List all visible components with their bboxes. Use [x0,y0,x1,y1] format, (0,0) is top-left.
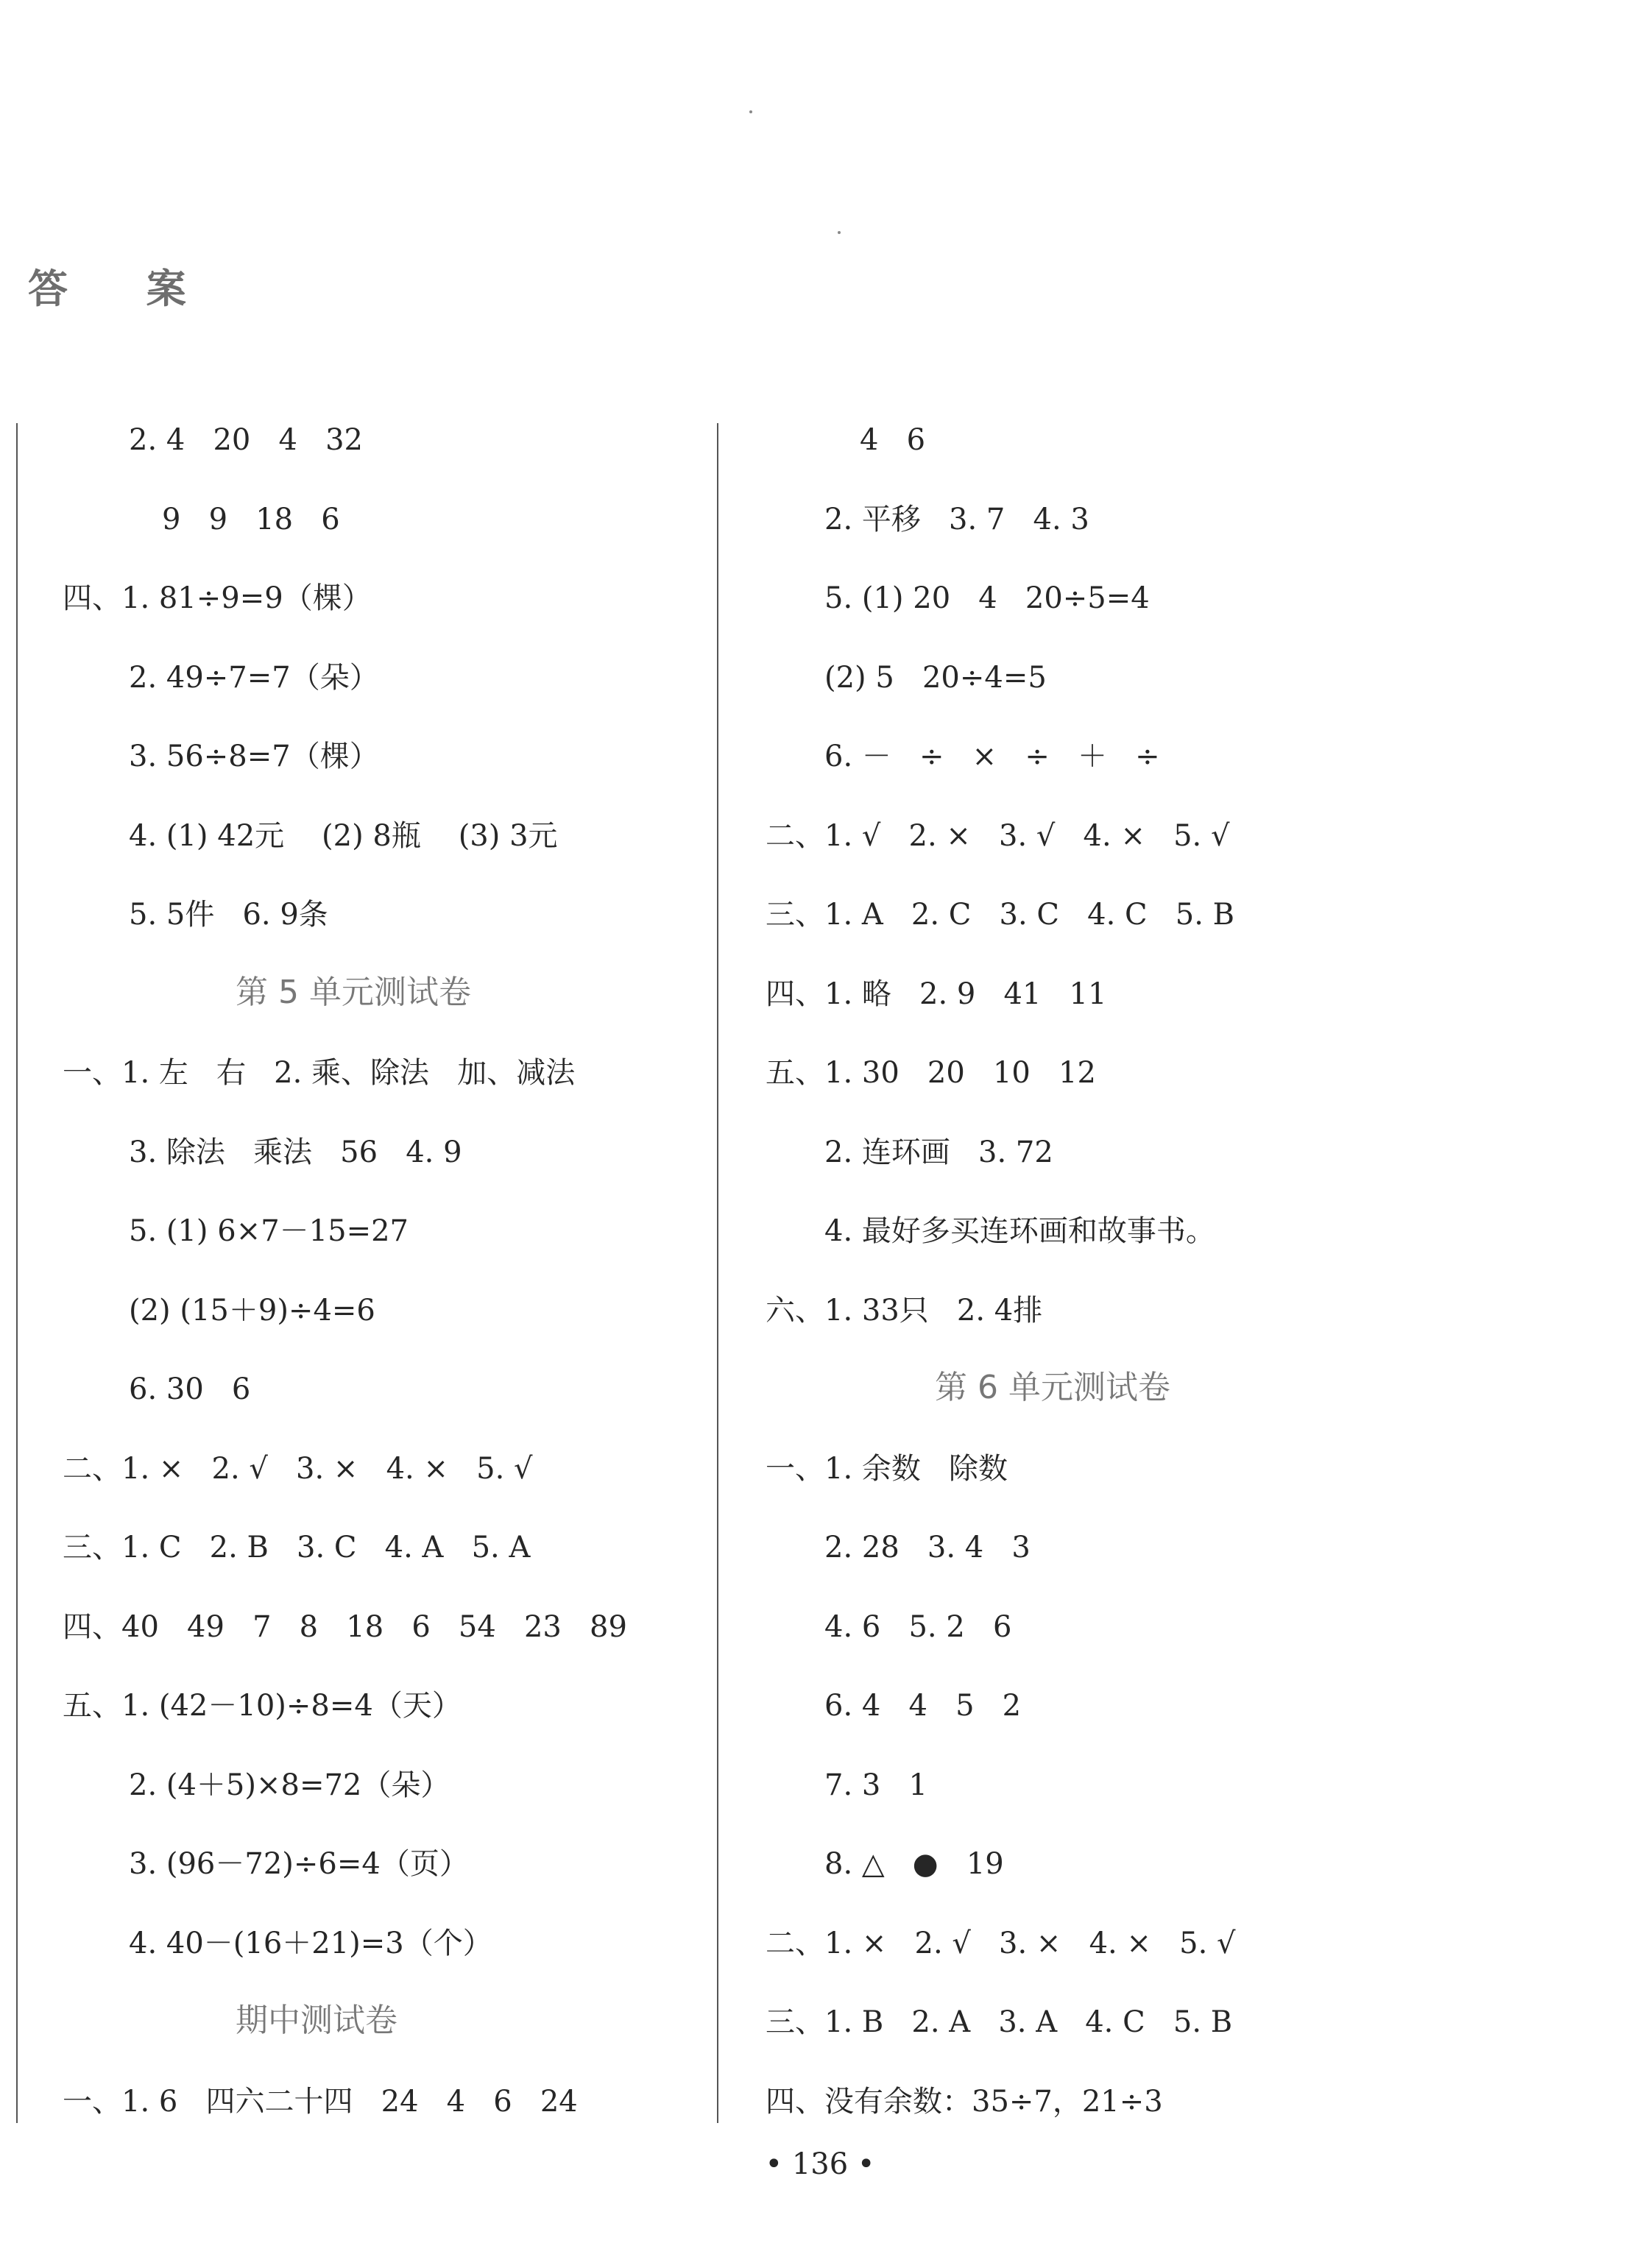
answer-line: 四、1. 81÷9=9（棵） [63,581,372,615]
answer-line: 一、1. 余数 除数 [766,1451,1008,1486]
answer-line: (2) 5 20÷4=5 [824,660,1047,695]
section-heading: 第 6 单元测试卷 [935,1369,1170,1406]
answer-line: 四、没有余数：35÷7，21÷3 [766,2084,1163,2119]
answer-line: 6. － ÷ × ÷ ＋ ÷ [824,740,1160,773]
left-margin-rule [16,423,18,2123]
answer-line: 6. 30 6 [129,1372,251,1406]
answer-line: 5. (1) 20 4 20÷5=4 [824,581,1150,615]
answer-line: 2. (4＋5)×8=72（朵） [129,1768,450,1802]
answer-line: 三、1. C 2. B 3. C 4. A 5. A [63,1531,531,1564]
answer-line: 2. 4 20 4 32 [129,423,364,457]
answer-line: (2) (15＋9)÷4=6 [129,1293,375,1328]
answer-line: 一、1. 6 四六二十四 24 4 6 24 [63,2084,578,2119]
answer-line: 二、1. × 2. √ 3. × 4. × 5. √ [63,1451,533,1486]
answer-line: 二、1. × 2. √ 3. × 4. × 5. √ [766,1926,1236,1960]
scan-speck [838,231,841,234]
answer-line: 4. 最好多买连环画和故事书。 [824,1214,1215,1248]
page-number: • 136 • [765,2147,875,2181]
answer-line: 五、1. (42－10)÷8=4（天） [63,1689,462,1723]
page-title: 答 案 [28,265,219,312]
answer-line: 5. 5件 6. 9条 [129,898,328,932]
section-heading: 第 5 单元测试卷 [236,973,471,1011]
answer-line: 5. (1) 6×7－15=27 [129,1214,409,1248]
answer-line: 二、1. √ 2. × 3. √ 4. × 5. √ [766,818,1230,853]
answer-line: 4 6 [860,423,926,457]
answer-line: 4. 6 5. 2 6 [824,1609,1012,1644]
answer-line: 2. 连环画 3. 72 [824,1135,1053,1169]
answer-line: 7. 3 1 [824,1768,927,1802]
answer-line: 三、1. A 2. C 3. C 4. C 5. B [766,898,1235,932]
column-divider [717,423,718,2123]
answer-line: 2. 49÷7=7（朵） [129,660,379,695]
answer-line: 6. 4 4 5 2 [824,1689,1022,1723]
answer-line: 四、1. 略 2. 9 41 11 [766,977,1107,1011]
answer-line: 四、40 49 7 8 18 6 54 23 89 [63,1609,627,1644]
answer-line: 9 9 18 6 [162,502,340,536]
answer-line: 3. (96－72)÷6=4（页） [129,1847,469,1881]
answer-line: 一、1. 左 右 2. 乘、除法 加、减法 [63,1056,576,1090]
answer-line: 2. 28 3. 4 3 [824,1531,1031,1564]
answer-line: 3. 除法 乘法 56 4. 9 [129,1135,462,1169]
answer-line: 五、1. 30 20 10 12 [766,1056,1096,1090]
answer-line: 4. 40－(16＋21)=3（个） [129,1926,492,1960]
answer-line: 三、1. B 2. A 3. A 4. C 5. B [766,2005,1233,2039]
scan-speck [749,110,752,113]
answer-line: 六、1. 33只 2. 4排 [766,1293,1043,1328]
section-heading: 期中测试卷 [236,2002,397,2039]
answer-line: 3. 56÷8=7（棵） [129,740,379,773]
answer-line: 4. (1) 42元 (2) 8瓶 (3) 3元 [129,818,558,853]
answer-line: 2. 平移 3. 7 4. 3 [824,502,1089,536]
answer-line: 8. △ ● 19 [824,1847,1004,1881]
